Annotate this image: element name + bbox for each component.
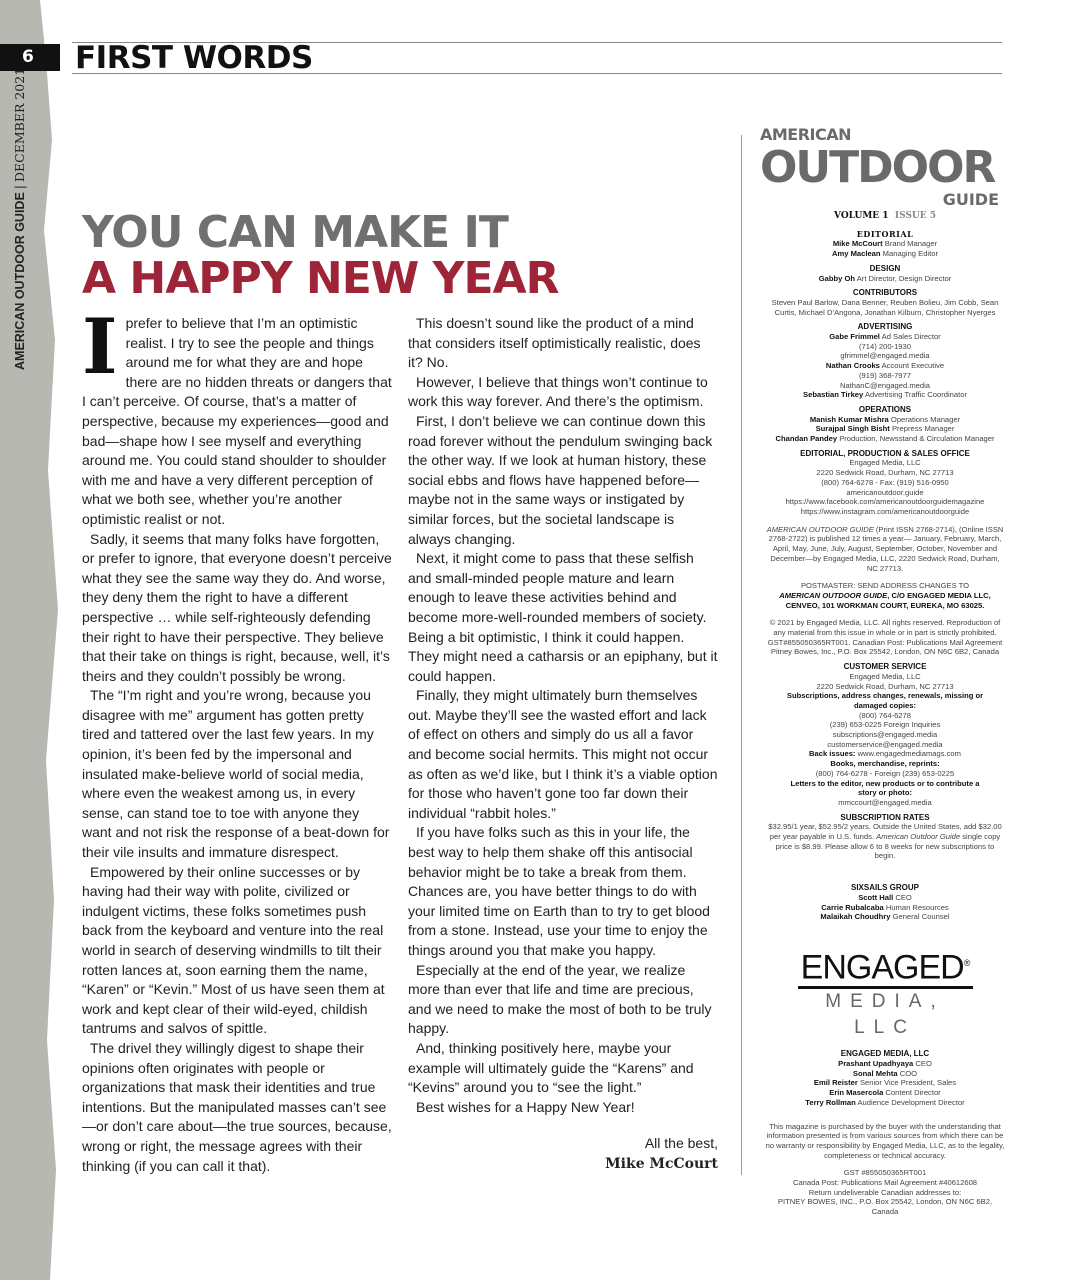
masthead-heading: EDITORIAL	[856, 228, 914, 239]
staff-entry: Surajpal Singh Bisht Prepress Manager	[815, 424, 955, 434]
staff-entry: Terry Rollman Audience Development Director	[805, 1097, 965, 1107]
running-head	[12, 67, 27, 370]
disclaimer: This magazine is purchased by the buyer with the understanding that information presented is from various sources from which there can be no warranty or responsibility by Engaged Media, LLC, as to the legality, completeness or technical accuracy.	[765, 1121, 1005, 1160]
masthead-heading: CONTRIBUTORS	[852, 288, 918, 298]
article-column-1	[82, 302, 392, 1176]
masthead-heading: ENGAGED MEDIA, LLC	[840, 1049, 930, 1059]
signoff	[408, 1117, 718, 1174]
back-issues: Back issues: www.engagedmediamags.com	[809, 749, 961, 759]
article-paragraph: The “I’m right and you’re wrong, because you disagree with me” argument has gotten pretty tired and tattered over the last few years. In my opinion, it’s been fed by the impersonal and insulated make-believe world of social media, where even the weakest among us, in every sense, can stand toe to toe with anyone they want and not risk the response of a beat-down for their vile insults and immature disrespect.	[82, 687, 390, 861]
email-link[interactable]: mmccourt@engaged.media	[838, 797, 932, 807]
masthead-heading: SIXSAILS GROUP	[850, 883, 919, 893]
engaged-media-logo: ENGAGED® MEDIA, LLC	[798, 944, 973, 1041]
cs-line: (239) 653-0225 Foreign Inquiries	[829, 720, 941, 730]
headline	[82, 207, 559, 304]
logo-line-3: GUIDE	[942, 190, 999, 209]
article-paragraph: Especially at the end of the year, we realize more than ever that life and time are precious, and we need to make the most of both to be truly happy.	[408, 961, 712, 1037]
torn-paper-strip	[0, 0, 58, 1280]
article-paragraph: Empowered by their online successes or by having had their way with polite, civilized or indulgent victims, these folks sometimes push back from the keyboard and venture into the real world in search of deserving windmills to tilt their rotten lances at, soon earning them the name, “Karen” or “Kevin.” Most of us have seen them at work and kept clear of their wild-eyed, childish tantrums and salvos of spittle.	[82, 863, 385, 1037]
masthead	[765, 212, 1005, 1217]
signoff-text: All the best,	[644, 1135, 718, 1152]
cs-line: (800) 764-6278 - Foreign (239) 653-0225	[815, 768, 955, 778]
masthead-heading: OPERATIONS	[858, 404, 912, 414]
contributors-list: Steven Paul Barlow, Dana Benner, Reuben Bolieu, Jim Cobb, Sean Curtis, Michael D’Angona, Jonathan Kilburn, Christopher Nyerges	[771, 297, 999, 317]
logo-line-2: OUTDOOR	[760, 142, 995, 193]
staff-entry: Gabby Oh Art Director, Design Director	[818, 273, 952, 283]
masthead-heading: ADVERTISING	[857, 322, 913, 332]
staff-entry: Prashant Upadhyaya CEO	[838, 1059, 932, 1069]
staff-entry: Carrie Rubalcaba Human Resources	[821, 902, 949, 912]
staff-entry: Amy Maclean Managing Editor	[832, 249, 938, 259]
running-head-publication: AMERICAN OUTDOOR GUIDE	[13, 192, 27, 370]
masthead-heading: CUSTOMER SERVICE	[843, 662, 927, 672]
office-line: (800) 764-6278 - Fax: (919) 516-0950	[821, 477, 949, 487]
facebook-link[interactable]: https://www.facebook.com/americanoutdoorguidemagazine	[785, 497, 985, 507]
magazine-logo	[760, 126, 1005, 208]
running-head-date: DECEMBER 2021	[12, 67, 27, 182]
article-paragraph: Next, it might come to pass that these selfish and small-minded people mature and learn enough to leave these activities behind and become more-well-rounded members of society. Being a bit optimistic, I think it could happen. They might need a catharsis or an epiphany, but it could happen.	[408, 550, 718, 684]
sidebar-divider	[741, 135, 742, 1175]
instagram-link[interactable]: https://www.instagram.com/americanoutdoorguide	[800, 506, 970, 516]
article-paragraph: If you have folks such as this in your life, the best way to help them shake off this antisocial behavior might be to take a break from them. Chances are, you have better things to do with your limited time on Earth than to try to get blood from a stone. Instead, use your time to enjoy the things around you that make you happy.	[408, 824, 710, 958]
cs-line: (800) 764-6278	[859, 710, 911, 720]
cs-line: 2220 Sedwick Road, Durham, NC 27713	[816, 681, 954, 691]
staff-entry: Emil Reister Senior Vice President, Sales	[813, 1078, 957, 1088]
staff-entry: Sebastian Tirkey Advertising Traffic Coordinator	[803, 390, 967, 400]
website-link[interactable]: americanoutdoor.guide	[846, 487, 924, 497]
article-paragraph: However, I believe that things won’t continue to work this way forever. And there’s the optimism.	[408, 373, 708, 410]
staff-entry: Chandan Pandey Production, Newsstand & Circulation Manager	[775, 434, 995, 444]
office-line: 2220 Sedwick Road, Durham, NC 27713	[816, 468, 954, 478]
phone: (919) 368-7977	[859, 370, 911, 380]
headline-line-2: A HAPPY NEW YEAR	[82, 253, 559, 304]
masthead-heading: EDITORIAL, PRODUCTION & SALES OFFICE	[800, 448, 970, 458]
page-number: 6	[0, 44, 60, 71]
email-link[interactable]: gfrimmel@engaged.media	[840, 351, 930, 361]
logo-line-1: AMERICAN	[760, 125, 852, 144]
article-paragraph: Best wishes for a Happy New Year!	[416, 1098, 635, 1115]
article-paragraph: This doesn’t sound like the product of a mind that considers itself optimistically realistic, does it? No.	[408, 315, 701, 371]
email-link[interactable]: NathanC@engaged.media	[839, 380, 931, 390]
email-link[interactable]: subscriptions@engaged.media	[832, 730, 938, 740]
cs-label: Books, merchandise, reprints:	[830, 759, 940, 769]
article-paragraph: Finally, they might ultimately burn themselves out. Maybe they’ll see the wasted effort and lack of effect on others and simply do us all a favor and become social hermits. This might not occur as often as we’d like, but I think it’s a viable option for those who haven’t gone too far down their individual “rabbit holes.”	[408, 687, 718, 821]
email-link[interactable]: customerservice@engaged.media	[827, 739, 943, 749]
volume-issue: VOLUME 1 ISSUE 5	[834, 211, 936, 221]
staff-entry: Scott Hall CEO	[858, 892, 912, 902]
footer-info: GST #855050365RT001 Canada Post: Publications Mail Agreement #40612608 Return undeliverable Canadian addresses to: PITNEY BOWES, INC., P.O. Box 25542, London, ON N6C 6B2, Canada	[777, 1168, 993, 1217]
masthead-heading: SUBSCRIPTION RATES	[840, 812, 930, 822]
section-title: FIRST WORDS	[75, 40, 313, 76]
article-paragraph: Sadly, it seems that many folks have forgotten, or prefer to ignore, that everyone doesn’t perceive what they see the same way they do. And worse, they deny them the right to have a different perspective … while self-righteously defending their right to have their perspective. They believe that their take on things is right, because, well, it’s theirs and they couldn’t possibly be wrong.	[82, 530, 392, 684]
cs-label: Subscriptions, address changes, renewals, missing or damaged copies:	[786, 691, 984, 710]
staff-entry: Manish Kumar Mishra Operations Manager	[809, 414, 961, 424]
drop-cap: I	[82, 302, 118, 391]
postmaster-note: POSTMASTER: SEND ADDRESS CHANGES TO AMERICAN OUTDOOR GUIDE, C/O ENGAGED MEDIA LLC, CENVEO, 101 WORKMAN COURT, EUREKA, MO 63025.	[779, 581, 991, 610]
subscription-rates: $32.95/1 year, $52.95/2 years. Outside the United States, add $32.00 per year payable in U.S. funds. American Outdoor Guide single copy price is $8.99. Please allow 6 to 8 weeks for new subscriptions to begin.	[768, 822, 1002, 861]
office-line: Engaged Media, LLC	[849, 458, 921, 468]
staff-entry: Erin Masercola Content Director	[829, 1088, 941, 1098]
headline-line-1: YOU CAN MAKE IT	[82, 207, 508, 258]
staff-entry: Malaikah Choudhry General Counsel	[820, 912, 950, 922]
phone: (714) 200-1930	[859, 341, 911, 351]
article-paragraph: The drivel they willingly digest to shape their opinions often originates with people or organizations that mask their identities and true intentions. But the manipulated masses can’t see—or don’t care about—the true sources, because, wrong or right, the message agrees with their thinking (if you can call it that).	[82, 1039, 392, 1174]
author-name: Mike McCourt	[605, 1156, 718, 1173]
running-head-separator: |	[13, 185, 27, 189]
publication-note: AMERICAN OUTDOOR GUIDE (Print ISSN 2768-2714), (Online ISSN 2768-2722) is published 12 times a year— January, February, March, April, May, June, July, August, September, October, November and December—by Engaged Media, LLC, 2220 Sedwick Road, Durham, NC 27713.	[766, 524, 1004, 573]
article-paragraph: Iprefer to believe that I’m an optimistic realist. I try to see the people and things around me for what they are and hope there are no hidden threats or dangers that I can’t perceive. Of course, that’s a matter of perspective, because my experiences—good and bad—shape how I see myself and everything around me. You could stand shoulder to shoulder with me and have a very different perception of what we both see, whether you’re another optimistic realist or not.	[82, 302, 392, 527]
article-paragraph: And, thinking positively here, maybe your example will ultimately guide the “Karens” and “Kevins” around you to “see the light.”	[408, 1039, 694, 1096]
copyright: © 2021 by Engaged Media, LLC. All rights reserved. Reproduction of any material from this issue in whole or in part is strictly prohibited. GST#855050365RT001. Canadian Post: Publications Mail Agreement Pitney Bowes, Inc., P.O. Box 25542, London, ON N6C 6B2, Canada	[767, 618, 1003, 657]
staff-entry: Nathan Crooks Account Executive	[825, 361, 945, 371]
article-column-2	[408, 314, 718, 1174]
staff-entry: Sonal Mehta COO	[852, 1068, 918, 1078]
masthead-heading: DESIGN	[869, 263, 901, 273]
cs-label: Letters to the editor, new products or to contribute a story or photo:	[790, 778, 980, 798]
article-paragraph: First, I don’t believe we can continue down this road forever without the pendulum swinging back the other way. If we look at human history, these social ebbs and flows have happened before—maybe not in the same ways or instigated by similar forces, but the societal landscape is always changing.	[408, 412, 713, 547]
staff-entry: Gabe Frimmel Ad Sales Director	[829, 332, 941, 342]
staff-entry: Mike McCourt Brand Manager	[832, 239, 938, 249]
cs-line: Engaged Media, LLC	[849, 671, 921, 681]
